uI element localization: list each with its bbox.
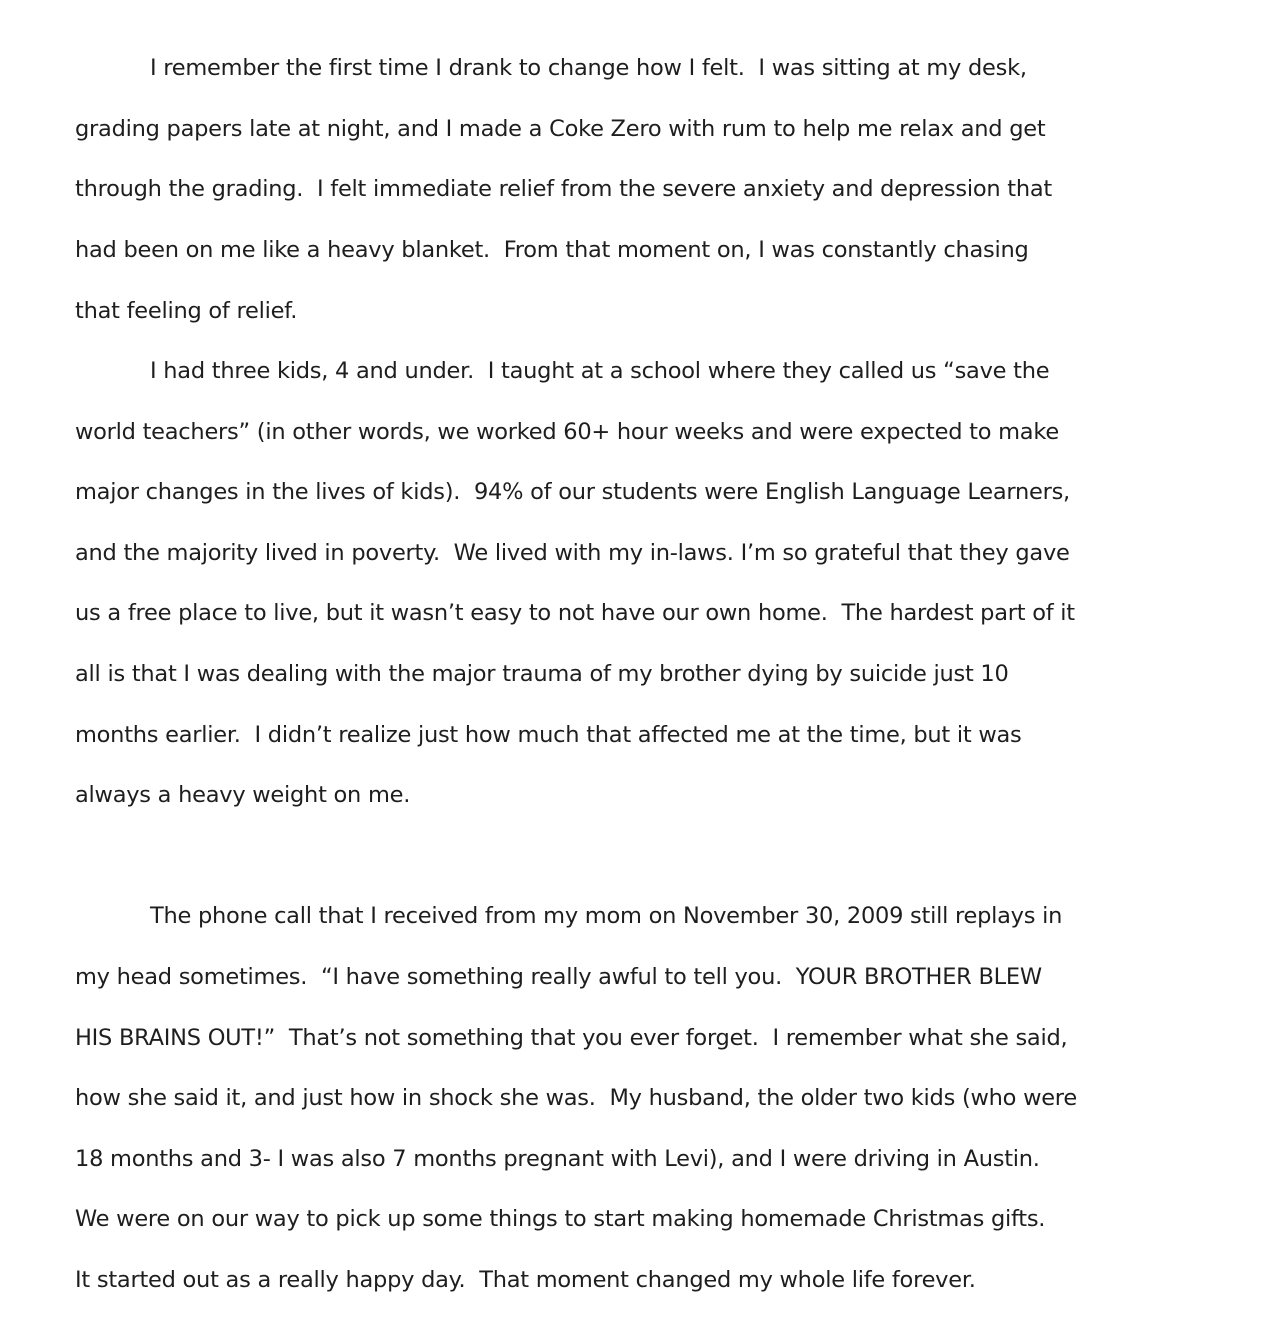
paragraph-3-line-4: how she said it, and just how in shock she was. My husband, the older two kids (who were: [75, 1085, 1077, 1111]
paragraph-3-line-7: It started out as a really happy day. That moment changed my whole life forever.: [75, 1267, 976, 1293]
paragraph-1-line-3: through the grading. I felt immediate relief from the severe anxiety and depression that: [75, 176, 1052, 202]
paragraph-3-line-5: 18 months and 3- I was also 7 months pregnant with Levi), and I were driving in Austin.: [75, 1146, 1040, 1172]
paragraph-1-line-1: I remember the first time I drank to change how I felt. I was sitting at my desk,: [150, 55, 1027, 81]
paragraph-1-line-5: that feeling of relief.: [75, 298, 298, 324]
paragraph-3-line-1: The phone call that I received from my mom on November 30, 2009 still replays in: [150, 903, 1063, 929]
paragraph-2-line-7: months earlier. I didn’t realize just how much that affected me at the time, but it was: [75, 722, 1022, 748]
paragraph-2-line-3: major changes in the lives of kids). 94% of our students were English Language Learners,: [75, 479, 1070, 505]
paragraph-1-line-4: had been on me like a heavy blanket. From that moment on, I was constantly chasing: [75, 237, 1029, 263]
paragraph-3-line-2: my head sometimes. “I have something really awful to tell you. YOUR BROTHER BLEW: [75, 964, 1042, 990]
paragraph-2-line-8: always a heavy weight on me.: [75, 782, 411, 808]
paragraph-1-line-2: grading papers late at night, and I made a Coke Zero with rum to help me relax and get: [75, 116, 1046, 142]
paragraph-3-line-3: HIS BRAINS OUT!” That’s not something that you ever forget. I remember what she said,: [75, 1025, 1068, 1051]
paragraph-2-line-1: I had three kids, 4 and under. I taught at a school where they called us “save the: [150, 358, 1050, 384]
paragraph-2-line-6: all is that I was dealing with the major trauma of my brother dying by suicide just 10: [75, 661, 1009, 687]
paragraph-2-line-4: and the majority lived in poverty. We lived with my in-laws. I’m so grateful that they gave: [75, 540, 1070, 566]
paragraph-2-line-5: us a free place to live, but it wasn’t easy to not have our own home. The hardest part of it: [75, 600, 1075, 626]
paragraph-3-line-6: We were on our way to pick up some things to start making homemade Christmas gifts.: [75, 1206, 1046, 1232]
paragraph-2-line-2: world teachers” (in other words, we worked 60+ hour weeks and were expected to make: [75, 419, 1059, 445]
